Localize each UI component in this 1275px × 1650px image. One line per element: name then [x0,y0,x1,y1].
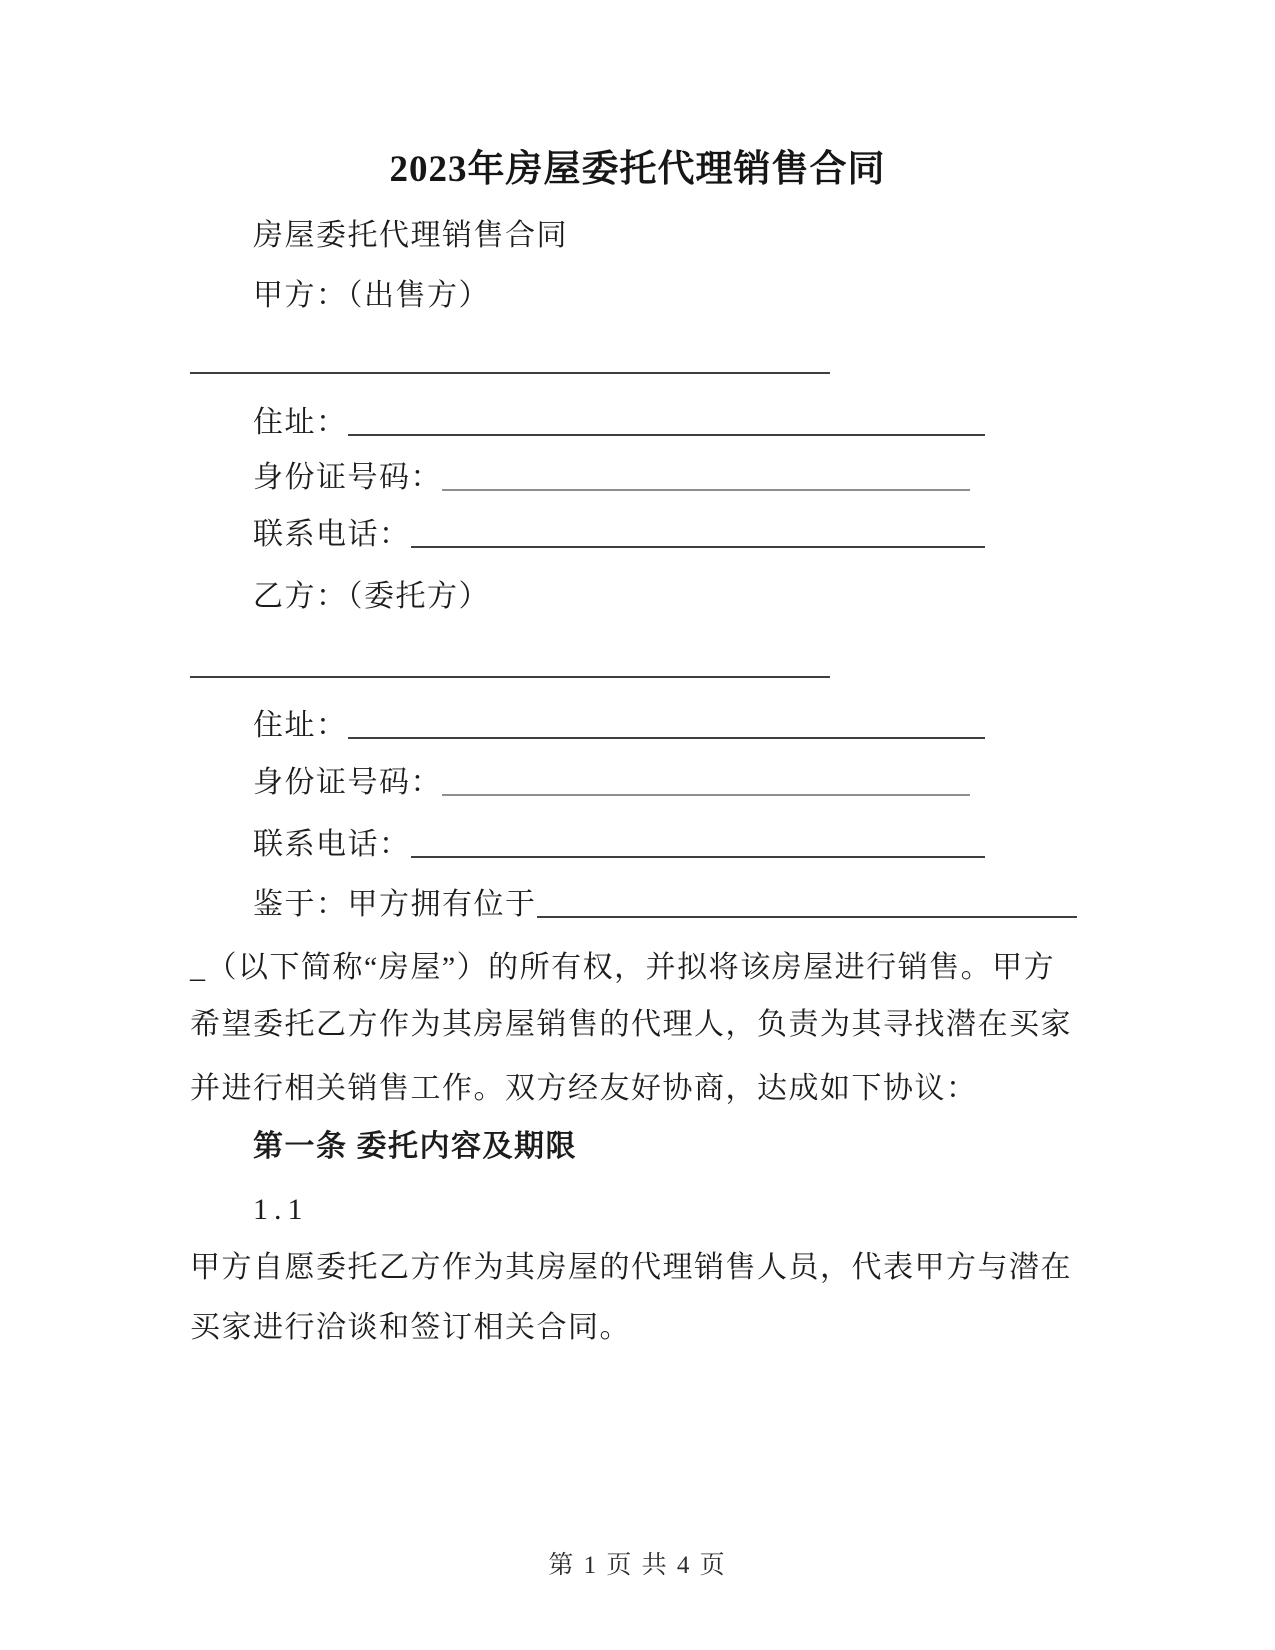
page-number-footer: 第 1 页 共 4 页 [548,1552,727,1579]
party-a-address-row [253,406,985,440]
party-b-phone-label: 联系电话： [253,828,411,861]
paragraph-line: _（以下简称“房屋”）的所有权，并拟将该房屋进行销售。甲方 [190,951,1056,984]
document-subtitle: 房屋委托代理销售合同 [253,219,568,252]
whereas-prefix: 鉴于：甲方拥有位于 [253,888,537,921]
property-location-underline [537,888,1078,918]
document-title: 2023年房屋委托代理销售合同 [389,149,886,190]
clause-text-line: 甲方自愿委托乙方作为其房屋的代理销售人员，代表甲方与潜在 [190,1251,1072,1284]
id-underline [442,766,970,796]
party-a-id-row [253,461,970,495]
phone-underline [411,518,986,548]
paragraph-line: 并进行相关销售工作。双方经友好协商，达成如下协议： [190,1072,978,1105]
party-b-address-label: 住址： [253,709,348,742]
address-underline [348,709,986,739]
phone-underline [411,828,986,858]
party-b-phone-row [253,828,985,862]
clause-text-line: 买家进行洽谈和签订相关合同。 [190,1311,631,1344]
party-b-address-row [253,709,985,743]
party-b-name-blank-line [190,648,830,678]
id-underline [442,461,970,491]
party-b-heading: 乙方：（委托方） [253,580,490,613]
party-b-id-row [253,766,970,800]
party-a-phone-label: 联系电话： [253,518,411,551]
section-1-heading: 第一条 委托内容及期限 [253,1130,577,1163]
party-a-heading: 甲方：（出售方） [253,279,490,312]
party-a-phone-row [253,518,985,552]
paragraph-line: 希望委托乙方作为其房屋销售的代理人，负责为其寻找潜在买家 [190,1008,1072,1041]
whereas-row [253,888,1077,922]
blank-underline [190,648,830,678]
party-a-name-blank-line [190,344,830,374]
party-b-id-label: 身份证号码： [253,766,442,799]
blank-underline [190,344,830,374]
clause-number: 1.1 [253,1193,309,1226]
address-underline [348,406,986,436]
party-a-address-label: 住址： [253,406,348,439]
party-a-id-label: 身份证号码： [253,461,442,494]
